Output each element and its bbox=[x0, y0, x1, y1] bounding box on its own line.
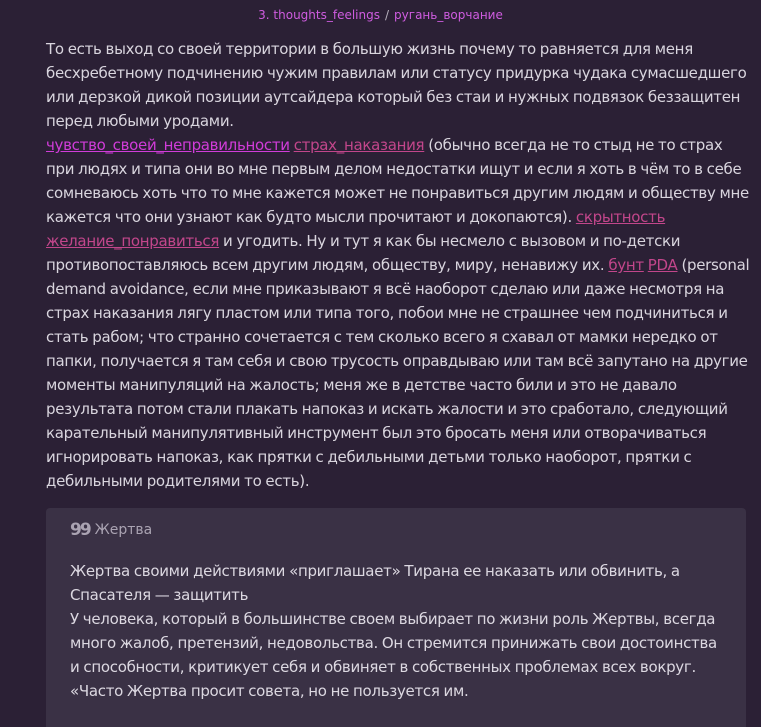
intro-text: То есть выход со своей территории в большую жизнь почему то равняется для меня бесхребетному подчинению чужим правилам или статусу придурка чудака сумасшедшего или дерзкой дикой позиции аутсайдера который без стаи и нужных подвязок беззащитен перед любыми уродами. bbox=[46, 40, 747, 130]
tag-link-fear-of-punishment[interactable]: страх_наказания bbox=[293, 136, 425, 154]
callout-line-1: Жертва своими действиями «приглашает» Тирана ее наказать или обвинить, а Спасателя — защитить bbox=[70, 562, 680, 604]
quote-callout bbox=[46, 508, 746, 727]
callout-title: Жертва bbox=[94, 522, 153, 538]
breadcrumb-current-page[interactable]: ругань_ворчание bbox=[394, 8, 503, 22]
breadcrumb-separator: / bbox=[385, 8, 390, 22]
body-text-3: (personal demand avoidance, если мне приказывают я всё наоборот сделаю или даже несмотря на страх наказания лягу пластом или типа того, побои мне не страшнее чем подчиниться и стать рабом; что странно сочетается с тем сколько всего я схавал от мамки нередко от папки, получается я там себя и свою трусость оправдываю или там всё запутано на другие моменты манипуляций на жалость; меня же в детстве часто били и это не давало результата потом стали плакать напоказ и искать жалости и это сработало, следующий карательный манипулятивный инструмент был это бросать меня или отворачиваться игнорировать напоказ, как прятки с дебильными детьми только наоборот, прятки с дебильными родителями то есть). bbox=[46, 256, 750, 490]
tag-link-wrongness[interactable]: чувство_своей_неправильности bbox=[46, 136, 290, 154]
tag-link-pda[interactable]: PDA bbox=[647, 256, 678, 274]
tag-link-secrecy[interactable]: скрытность bbox=[575, 208, 666, 226]
breadcrumb-folder[interactable]: 3. thoughts_feelings bbox=[258, 8, 380, 22]
callout-line-2: У человека, который в большинстве своем выбирает по жизни роль Жертвы, всегда много жалоб, претензий, недовольства. Он стремится принижать свои достоинства и способности, критикует себя и обвиняет в собственных проблемах всех вокруг. «Часто Жертва просит совета, но не пользуется им. bbox=[70, 610, 717, 700]
callout-content bbox=[70, 559, 722, 703]
tag-link-rebellion[interactable]: бунт bbox=[608, 256, 644, 274]
tag-link-desire-to-please[interactable]: желание_понравиться bbox=[46, 232, 220, 250]
body-text-2: и угодить. Ну и тут я как бы несмело с вызовом и по-детски противопоставляюсь всем другим людям, обществу, миру, ненавижу их. bbox=[46, 232, 681, 274]
quote-icon: 99 bbox=[70, 520, 90, 540]
callout-header[interactable] bbox=[70, 519, 722, 541]
note-body bbox=[46, 37, 752, 493]
breadcrumb bbox=[0, 7, 761, 23]
body-text-1: (обычно всегда не то стыд не то страх при людях и типа они во мне первым делом недостатки ищут и если я хоть в чём то в себе сомневаюсь хоть что то мне кажется может не понравиться другим людям и обществу мне кажется что они узнают как будто мысли прочитают и докопаются). bbox=[46, 136, 749, 226]
